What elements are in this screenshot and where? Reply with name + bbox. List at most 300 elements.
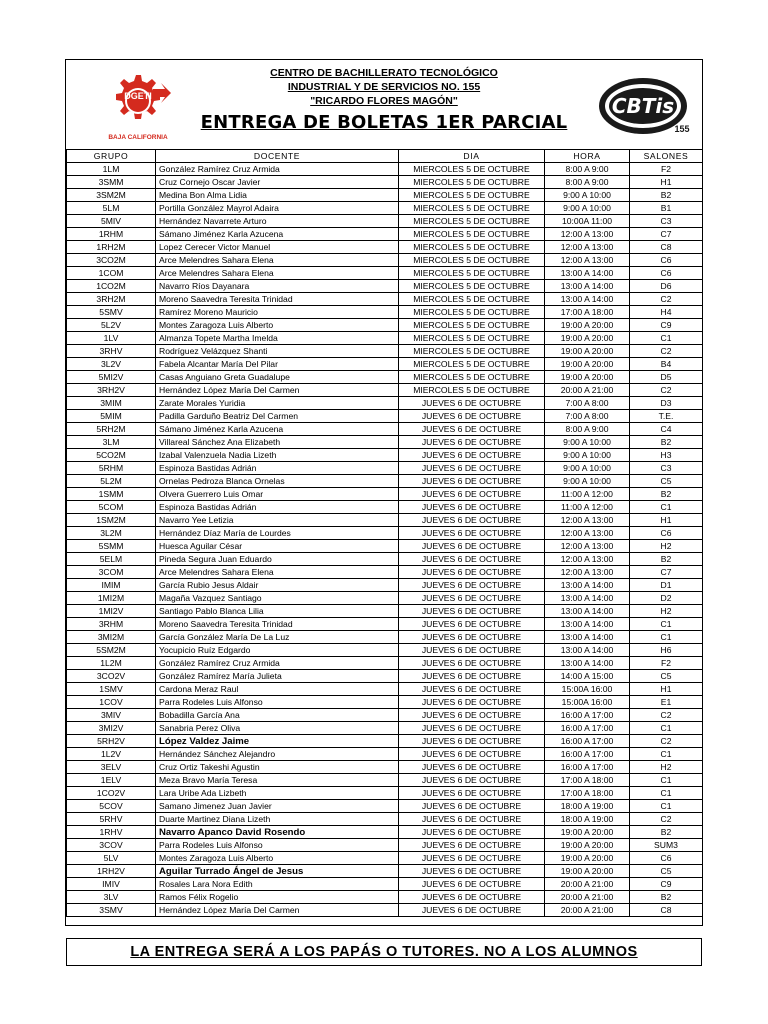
cell-docente: Hernández López María Del Carmen xyxy=(156,384,399,397)
cell-docente: Aguilar Turrado Ángel de Jesus xyxy=(156,865,399,878)
cell-dia: JUEVES 6 DE OCTUBRE xyxy=(399,761,545,774)
cell-salon: C1 xyxy=(630,774,703,787)
cell-salon: SUM3 xyxy=(630,839,703,852)
cell-grupo: 3RH2V xyxy=(67,384,156,397)
cell-docente: Medina Bon Alma Lidia xyxy=(156,189,399,202)
cbtis-logo-number: 155 xyxy=(674,124,690,134)
cell-salon: F2 xyxy=(630,163,703,176)
table-row xyxy=(67,722,703,735)
cell-hora: 13:00 A 14:00 xyxy=(545,631,630,644)
cell-salon: C7 xyxy=(630,228,703,241)
cell-docente: Moreno Saavedra Teresita Trinidad xyxy=(156,618,399,631)
cell-hora: 9:00 A 10:00 xyxy=(545,189,630,202)
cell-docente: Santiago Pablo Blanca Lilia xyxy=(156,605,399,618)
cell-dia: MIERCOLES 5 DE OCTUBRE xyxy=(399,358,545,371)
table-row xyxy=(67,436,703,449)
cell-grupo: 5SMM xyxy=(67,540,156,553)
cell-grupo: 3CO2V xyxy=(67,670,156,683)
cell-dia: JUEVES 6 DE OCTUBRE xyxy=(399,878,545,891)
cell-grupo: 5CO2M xyxy=(67,449,156,462)
table-row xyxy=(67,709,703,722)
cell-dia: JUEVES 6 DE OCTUBRE xyxy=(399,657,545,670)
table-row xyxy=(67,878,703,891)
cell-hora: 12:00 A 13:00 xyxy=(545,553,630,566)
cell-grupo: 1RH2M xyxy=(67,241,156,254)
column-header-dia: DIA xyxy=(399,150,545,163)
cell-grupo: 5MIV xyxy=(67,215,156,228)
cell-grupo: 1RHM xyxy=(67,228,156,241)
cell-grupo: 1COM xyxy=(67,267,156,280)
cell-salon: C1 xyxy=(630,748,703,761)
table-row xyxy=(67,592,703,605)
cell-salon: C3 xyxy=(630,462,703,475)
cell-docente: Espinoza Bastidas Adrián xyxy=(156,501,399,514)
cell-grupo: 5RHM xyxy=(67,462,156,475)
cbtis-logo-text: CBTis xyxy=(611,94,675,118)
cell-grupo: 1MI2V xyxy=(67,605,156,618)
cell-dia: MIERCOLES 5 DE OCTUBRE xyxy=(399,332,545,345)
cell-salon: C8 xyxy=(630,241,703,254)
cell-grupo: 1LV xyxy=(67,332,156,345)
cell-salon: C1 xyxy=(630,631,703,644)
table-row xyxy=(67,657,703,670)
cell-hora: 19:00 A 20:00 xyxy=(545,852,630,865)
table-body xyxy=(67,163,703,917)
cell-hora: 10:00A 11:00 xyxy=(545,215,630,228)
cell-salon: H2 xyxy=(630,761,703,774)
cell-dia: JUEVES 6 DE OCTUBRE xyxy=(399,553,545,566)
cell-salon: C2 xyxy=(630,813,703,826)
cell-hora: 16:00 A 17:00 xyxy=(545,748,630,761)
cell-docente: Cardona Meraz Raul xyxy=(156,683,399,696)
cell-salon: C8 xyxy=(630,904,703,917)
cell-docente: Duarte Martinez Diana Lizeth xyxy=(156,813,399,826)
document-frame xyxy=(65,59,703,960)
cell-salon: C9 xyxy=(630,319,703,332)
cell-dia: MIERCOLES 5 DE OCTUBRE xyxy=(399,163,545,176)
cell-docente: Hernández Díaz María de Lourdes xyxy=(156,527,399,540)
cell-salon: C2 xyxy=(630,345,703,358)
table-row xyxy=(67,852,703,865)
cell-docente: Meza Bravo María Teresa xyxy=(156,774,399,787)
cell-docente: Arce Melendres Sahara Elena xyxy=(156,566,399,579)
cell-docente: Rodríguez Velázquez Shanti xyxy=(156,345,399,358)
cell-grupo: 1SMM xyxy=(67,488,156,501)
cell-dia: JUEVES 6 DE OCTUBRE xyxy=(399,605,545,618)
cell-hora: 7:00 A 8:00 xyxy=(545,410,630,423)
table-row xyxy=(67,527,703,540)
cell-dia: MIERCOLES 5 DE OCTUBRE xyxy=(399,293,545,306)
school-name-line1: CENTRO DE BACHILLERATO TECNOLÓGICO xyxy=(270,67,498,79)
cell-grupo: 5ELM xyxy=(67,553,156,566)
cell-salon: H6 xyxy=(630,644,703,657)
cell-grupo: 5MI2V xyxy=(67,371,156,384)
cell-hora: 16:00 A 17:00 xyxy=(545,722,630,735)
table-row xyxy=(67,319,703,332)
table-row xyxy=(67,579,703,592)
cell-docente: Hernández Navarrete Arturo xyxy=(156,215,399,228)
table-row xyxy=(67,605,703,618)
table-row xyxy=(67,332,703,345)
cell-salon: C6 xyxy=(630,267,703,280)
cell-dia: MIERCOLES 5 DE OCTUBRE xyxy=(399,215,545,228)
cell-docente: Yocupicio Ruíz Edgardo xyxy=(156,644,399,657)
cell-docente: González Ramírez Cruz Armida xyxy=(156,163,399,176)
footer-notice xyxy=(66,938,702,966)
cell-grupo: 3COV xyxy=(67,839,156,852)
cell-hora: 19:00 A 20:00 xyxy=(545,865,630,878)
cell-hora: 13:00 A 14:00 xyxy=(545,644,630,657)
cell-hora: 18:00 A 19:00 xyxy=(545,800,630,813)
table-row xyxy=(67,202,703,215)
cell-dia: MIERCOLES 5 DE OCTUBRE xyxy=(399,371,545,384)
table-header-row xyxy=(67,150,703,163)
column-header-salones: SALONES xyxy=(630,150,703,163)
dgeti-logo xyxy=(101,69,171,149)
cell-grupo: 1RH2V xyxy=(67,865,156,878)
cell-salon: B2 xyxy=(630,553,703,566)
cell-salon: C6 xyxy=(630,527,703,540)
cell-docente: Hernández López María Del Carmen xyxy=(156,904,399,917)
cell-grupo: 3ELV xyxy=(67,761,156,774)
cell-docente: González Ramírez María Julieta xyxy=(156,670,399,683)
table-row xyxy=(67,254,703,267)
table-row xyxy=(67,904,703,917)
cell-dia: MIERCOLES 5 DE OCTUBRE xyxy=(399,176,545,189)
table-row xyxy=(67,891,703,904)
cell-hora: 7:00 A 8:00 xyxy=(545,397,630,410)
cell-dia: JUEVES 6 DE OCTUBRE xyxy=(399,774,545,787)
cell-grupo: 5RH2V xyxy=(67,735,156,748)
cell-dia: JUEVES 6 DE OCTUBRE xyxy=(399,410,545,423)
cell-hora: 17:00 A 18:00 xyxy=(545,787,630,800)
cell-hora: 12:00 A 13:00 xyxy=(545,228,630,241)
cell-salon: C5 xyxy=(630,670,703,683)
cell-hora: 14:00 A 15:00 xyxy=(545,670,630,683)
cell-docente: Hernández Sánchez Alejandro xyxy=(156,748,399,761)
cell-docente: Espinoza Bastidas Adrián xyxy=(156,462,399,475)
cell-dia: JUEVES 6 DE OCTUBRE xyxy=(399,904,545,917)
table-row xyxy=(67,501,703,514)
cell-dia: MIERCOLES 5 DE OCTUBRE xyxy=(399,228,545,241)
cell-hora: 9:00 A 10:00 xyxy=(545,436,630,449)
cell-hora: 19:00 A 20:00 xyxy=(545,839,630,852)
cell-docente: Olvera Guerrero Luis Omar xyxy=(156,488,399,501)
table-row xyxy=(67,267,703,280)
cell-docente: Moreno Saavedra Teresita Trinidad xyxy=(156,293,399,306)
table-row xyxy=(67,514,703,527)
cell-docente: Cruz Ortiz Takeshi Agustin xyxy=(156,761,399,774)
cell-hora: 13:00 A 14:00 xyxy=(545,280,630,293)
cell-docente: Villareal Sánchez Ana Elizabeth xyxy=(156,436,399,449)
cell-dia: JUEVES 6 DE OCTUBRE xyxy=(399,566,545,579)
cell-hora: 12:00 A 13:00 xyxy=(545,254,630,267)
cell-salon: B2 xyxy=(630,436,703,449)
cell-hora: 15:00A 16:00 xyxy=(545,696,630,709)
cell-grupo: 5RHV xyxy=(67,813,156,826)
cell-grupo: 3RHM xyxy=(67,618,156,631)
cell-hora: 19:00 A 20:00 xyxy=(545,319,630,332)
cell-dia: MIERCOLES 5 DE OCTUBRE xyxy=(399,202,545,215)
cell-docente: Zarate Morales Yuridia xyxy=(156,397,399,410)
cell-dia: MIERCOLES 5 DE OCTUBRE xyxy=(399,306,545,319)
cell-docente: Parra Rodeles Luis Alfonso xyxy=(156,839,399,852)
cell-salon: C1 xyxy=(630,618,703,631)
cell-docente: Ramírez Moreno Mauricio xyxy=(156,306,399,319)
cell-grupo: 1COV xyxy=(67,696,156,709)
cell-grupo: 5L2M xyxy=(67,475,156,488)
cell-grupo: 1L2V xyxy=(67,748,156,761)
cell-salon: B1 xyxy=(630,202,703,215)
cell-dia: JUEVES 6 DE OCTUBRE xyxy=(399,709,545,722)
cell-dia: JUEVES 6 DE OCTUBRE xyxy=(399,670,545,683)
cell-salon: C1 xyxy=(630,501,703,514)
table-row xyxy=(67,371,703,384)
table-row xyxy=(67,462,703,475)
cell-salon: B2 xyxy=(630,189,703,202)
table-row xyxy=(67,761,703,774)
table-row xyxy=(67,696,703,709)
table-row xyxy=(67,787,703,800)
cell-grupo: 5SM2M xyxy=(67,644,156,657)
cell-hora: 12:00 A 13:00 xyxy=(545,566,630,579)
cell-grupo: 1SMV xyxy=(67,683,156,696)
cell-docente: Ornelas Pedroza Blanca Ornelas xyxy=(156,475,399,488)
cell-dia: JUEVES 6 DE OCTUBRE xyxy=(399,618,545,631)
cell-docente: Navarro Apanco David Rosendo xyxy=(156,826,399,839)
cell-dia: JUEVES 6 DE OCTUBRE xyxy=(399,839,545,852)
header-titles xyxy=(171,66,597,134)
table-row xyxy=(67,774,703,787)
cell-dia: MIERCOLES 5 DE OCTUBRE xyxy=(399,280,545,293)
table-row xyxy=(67,683,703,696)
table-row xyxy=(67,800,703,813)
cell-dia: MIERCOLES 5 DE OCTUBRE xyxy=(399,345,545,358)
table-row xyxy=(67,826,703,839)
cell-grupo: 3LM xyxy=(67,436,156,449)
cell-docente: Magaña Vazquez Santiago xyxy=(156,592,399,605)
cell-grupo: 3RHV xyxy=(67,345,156,358)
cell-grupo: 5LM xyxy=(67,202,156,215)
cell-docente: Fabela Alcantar María Del Pilar xyxy=(156,358,399,371)
cell-grupo: 1L2M xyxy=(67,657,156,670)
cell-salon: C2 xyxy=(630,384,703,397)
cell-hora: 12:00 A 13:00 xyxy=(545,540,630,553)
cell-grupo: 1CO2M xyxy=(67,280,156,293)
cell-docente: Rosales Lara Nora Edith xyxy=(156,878,399,891)
cell-dia: JUEVES 6 DE OCTUBRE xyxy=(399,852,545,865)
cell-salon: D3 xyxy=(630,397,703,410)
cell-dia: JUEVES 6 DE OCTUBRE xyxy=(399,891,545,904)
cell-salon: H3 xyxy=(630,449,703,462)
cell-dia: JUEVES 6 DE OCTUBRE xyxy=(399,683,545,696)
cell-dia: JUEVES 6 DE OCTUBRE xyxy=(399,540,545,553)
cell-docente: Ramos Félix Rogelio xyxy=(156,891,399,904)
cell-hora: 8:00 A 9:00 xyxy=(545,423,630,436)
cell-hora: 13:00 A 14:00 xyxy=(545,267,630,280)
cell-dia: JUEVES 6 DE OCTUBRE xyxy=(399,475,545,488)
cell-grupo: 3SM2M xyxy=(67,189,156,202)
cell-docente: Almanza Topete Martha Imelda xyxy=(156,332,399,345)
schedule-table xyxy=(66,149,703,917)
table-row xyxy=(67,397,703,410)
cell-docente: Montes Zaragoza Luis Alberto xyxy=(156,319,399,332)
cell-salon: D1 xyxy=(630,579,703,592)
cell-docente: García Rubio Jesus Aldair xyxy=(156,579,399,592)
dgeti-logo-caption: BAJA CALIFORNIA xyxy=(108,134,168,141)
page-title: ENTREGA DE BOLETAS 1ER PARCIAL xyxy=(200,112,568,133)
cell-dia: MIERCOLES 5 DE OCTUBRE xyxy=(399,267,545,280)
cell-hora: 16:00 A 17:00 xyxy=(545,709,630,722)
table-row xyxy=(67,735,703,748)
cell-docente: Pineda Segura Juan Eduardo xyxy=(156,553,399,566)
cell-dia: JUEVES 6 DE OCTUBRE xyxy=(399,501,545,514)
school-name-line3: "RICARDO FLORES MAGÓN" xyxy=(310,95,458,107)
cell-dia: MIERCOLES 5 DE OCTUBRE xyxy=(399,384,545,397)
cell-salon: F2 xyxy=(630,657,703,670)
cell-docente: Samano Jimenez Juan Javier xyxy=(156,800,399,813)
cell-dia: JUEVES 6 DE OCTUBRE xyxy=(399,748,545,761)
table-row xyxy=(67,449,703,462)
cell-dia: JUEVES 6 DE OCTUBRE xyxy=(399,449,545,462)
cell-salon: E1 xyxy=(630,696,703,709)
cell-salon: C7 xyxy=(630,566,703,579)
cell-hora: 16:00 A 17:00 xyxy=(545,735,630,748)
cell-salon: C1 xyxy=(630,800,703,813)
cell-hora: 13:00 A 14:00 xyxy=(545,605,630,618)
table-row xyxy=(67,189,703,202)
cell-hora: 12:00 A 13:00 xyxy=(545,527,630,540)
table-row xyxy=(67,384,703,397)
cell-dia: MIERCOLES 5 DE OCTUBRE xyxy=(399,189,545,202)
cell-docente: Huesca Aguilar César xyxy=(156,540,399,553)
cell-docente: Lara Uribe Ada Lizbeth xyxy=(156,787,399,800)
cell-salon: D2 xyxy=(630,592,703,605)
table-row xyxy=(67,540,703,553)
cell-grupo: 1CO2V xyxy=(67,787,156,800)
table-row xyxy=(67,306,703,319)
cell-salon: B2 xyxy=(630,891,703,904)
cell-grupo: 1LM xyxy=(67,163,156,176)
table-row xyxy=(67,553,703,566)
cell-dia: JUEVES 6 DE OCTUBRE xyxy=(399,397,545,410)
cell-grupo: 5L2V xyxy=(67,319,156,332)
cell-grupo: 1RHV xyxy=(67,826,156,839)
cell-dia: JUEVES 6 DE OCTUBRE xyxy=(399,631,545,644)
cell-hora: 19:00 A 20:00 xyxy=(545,826,630,839)
cell-salon: B2 xyxy=(630,826,703,839)
school-name-line2: INDUSTRIAL Y DE SERVICIOS NO. 155 xyxy=(287,81,481,93)
cell-docente: Padilla Garduño Beatriz Del Carmen xyxy=(156,410,399,423)
cell-hora: 13:00 A 14:00 xyxy=(545,618,630,631)
table-row xyxy=(67,748,703,761)
table-row xyxy=(67,475,703,488)
cbtis-logo xyxy=(596,70,691,140)
cell-grupo: 3L2M xyxy=(67,527,156,540)
cell-docente: Lopez Cerecer Victor Manuel xyxy=(156,241,399,254)
cell-salon: C6 xyxy=(630,254,703,267)
cell-grupo: 3CO2M xyxy=(67,254,156,267)
cell-salon: C4 xyxy=(630,423,703,436)
cell-hora: 19:00 A 20:00 xyxy=(545,332,630,345)
cell-dia: JUEVES 6 DE OCTUBRE xyxy=(399,735,545,748)
table-row xyxy=(67,410,703,423)
cell-hora: 20:00 A 21:00 xyxy=(545,384,630,397)
cell-grupo: 3MI2M xyxy=(67,631,156,644)
table-row xyxy=(67,163,703,176)
cell-dia: JUEVES 6 DE OCTUBRE xyxy=(399,514,545,527)
cell-hora: 13:00 A 14:00 xyxy=(545,579,630,592)
cell-dia: MIERCOLES 5 DE OCTUBRE xyxy=(399,241,545,254)
cell-docente: Montes Zaragoza Luis Alberto xyxy=(156,852,399,865)
cell-dia: JUEVES 6 DE OCTUBRE xyxy=(399,592,545,605)
cell-dia: JUEVES 6 DE OCTUBRE xyxy=(399,787,545,800)
cell-docente: Navarro Yee Letizia xyxy=(156,514,399,527)
cell-docente: Arce Melendres Sahara Elena xyxy=(156,254,399,267)
cell-docente: Sámano Jiménez Karla Azucena xyxy=(156,423,399,436)
cell-docente: Casas Anguiano Greta Guadalupe xyxy=(156,371,399,384)
dgeti-logo-text: DGETI xyxy=(124,91,152,101)
cell-hora: 9:00 A 10:00 xyxy=(545,449,630,462)
cell-grupo: 1MI2M xyxy=(67,592,156,605)
table-row xyxy=(67,215,703,228)
cell-salon: C1 xyxy=(630,332,703,345)
cell-grupo: 3COM xyxy=(67,566,156,579)
table-row xyxy=(67,618,703,631)
cell-grupo: 3SMV xyxy=(67,904,156,917)
cell-hora: 15:00A 16:00 xyxy=(545,683,630,696)
cell-dia: MIERCOLES 5 DE OCTUBRE xyxy=(399,254,545,267)
cell-grupo: 3MIM xyxy=(67,397,156,410)
cell-dia: JUEVES 6 DE OCTUBRE xyxy=(399,462,545,475)
cell-dia: JUEVES 6 DE OCTUBRE xyxy=(399,722,545,735)
cell-hora: 17:00 A 18:00 xyxy=(545,306,630,319)
cell-salon: C5 xyxy=(630,865,703,878)
table-row xyxy=(67,644,703,657)
cell-docente: Sámano Jiménez Karla Azucena xyxy=(156,228,399,241)
cell-docente: Izabal Valenzuela Nadia Lizeth xyxy=(156,449,399,462)
cell-hora: 13:00 A 14:00 xyxy=(545,657,630,670)
table-row xyxy=(67,670,703,683)
cell-hora: 13:00 A 14:00 xyxy=(545,592,630,605)
cell-hora: 19:00 A 20:00 xyxy=(545,371,630,384)
cell-salon: C1 xyxy=(630,787,703,800)
header xyxy=(66,60,702,149)
cell-grupo: 1SM2M xyxy=(67,514,156,527)
cell-dia: JUEVES 6 DE OCTUBRE xyxy=(399,865,545,878)
cell-docente: Navarro Ríos Dayanara xyxy=(156,280,399,293)
cell-dia: JUEVES 6 DE OCTUBRE xyxy=(399,488,545,501)
table-row xyxy=(67,813,703,826)
cell-hora: 11:00 A 12:00 xyxy=(545,488,630,501)
cell-hora: 11:00 A 12:00 xyxy=(545,501,630,514)
cell-salon: B4 xyxy=(630,358,703,371)
cell-dia: JUEVES 6 DE OCTUBRE xyxy=(399,644,545,657)
cell-grupo: 5RH2M xyxy=(67,423,156,436)
table-row xyxy=(67,566,703,579)
cell-salon: H1 xyxy=(630,514,703,527)
cell-hora: 12:00 A 13:00 xyxy=(545,241,630,254)
table-row xyxy=(67,280,703,293)
cell-grupo: 3LV xyxy=(67,891,156,904)
table-row xyxy=(67,423,703,436)
cell-hora: 8:00 A 9:00 xyxy=(545,163,630,176)
cell-docente: López Valdez Jaime xyxy=(156,735,399,748)
cell-salon: D5 xyxy=(630,371,703,384)
table-row xyxy=(67,631,703,644)
cell-grupo: 3RH2M xyxy=(67,293,156,306)
cell-docente: González Ramírez Cruz Armida xyxy=(156,657,399,670)
